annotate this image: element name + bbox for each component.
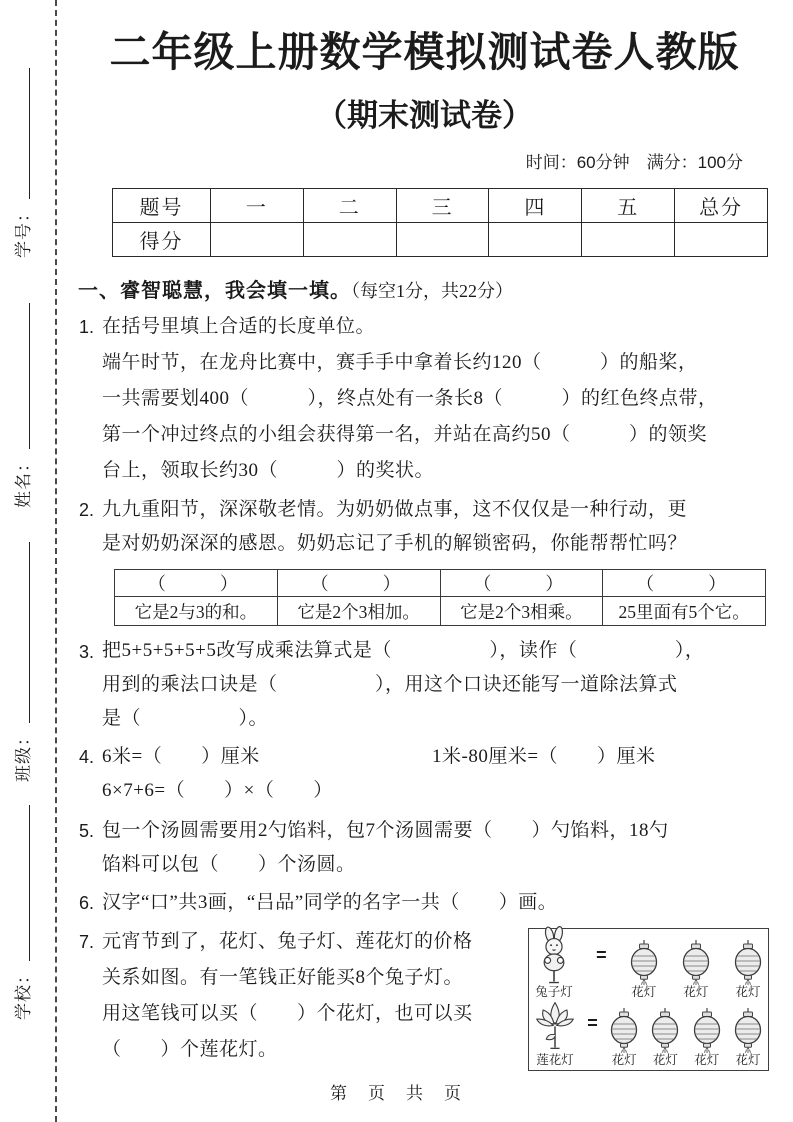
answer-blank-row bbox=[115, 570, 766, 597]
flower-lantern-label: 花灯 bbox=[683, 985, 709, 999]
write-line bbox=[29, 68, 30, 199]
answer-blank-cell: （ ） bbox=[603, 570, 766, 597]
flower-lantern-cell bbox=[650, 1007, 680, 1068]
exam-meta: 时间：60分钟 满分：100分 bbox=[525, 153, 743, 172]
question-number: 7. bbox=[79, 932, 95, 952]
score-input-cell bbox=[211, 223, 304, 257]
conversion-blank-left: 6米=（ ）厘米 bbox=[102, 746, 260, 767]
lotus-lantern-icon bbox=[534, 998, 576, 1053]
question-number: 6. bbox=[79, 893, 95, 913]
question-line: 包一个汤圆需要用2勺馅料，包7个汤圆需要（ ）勺馅料，18勺 bbox=[102, 820, 669, 841]
question-line: （ ）个莲花灯。 bbox=[102, 1039, 278, 1060]
question-number: 3. bbox=[79, 642, 95, 662]
score-input-cell bbox=[303, 223, 396, 257]
class-field bbox=[9, 542, 34, 782]
question-line: 馅料可以包（ ）个汤圆。 bbox=[102, 854, 356, 875]
question-number: 4. bbox=[79, 747, 95, 767]
score-table bbox=[112, 188, 768, 257]
flower-lantern-label: 花灯 bbox=[735, 985, 761, 999]
question-6 bbox=[78, 886, 771, 920]
score-table-header-row bbox=[113, 189, 768, 223]
score-col-2: 二 bbox=[303, 189, 396, 223]
student-id-label: 学号： bbox=[14, 204, 33, 258]
flower-lantern-label: 花灯 bbox=[694, 1053, 720, 1067]
school-label: 学校： bbox=[14, 966, 33, 1020]
question-5 bbox=[78, 814, 771, 882]
rabbit-lantern-row bbox=[534, 932, 763, 1000]
binding-margin bbox=[0, 0, 57, 1122]
answer-blank-cell: （ ） bbox=[440, 570, 603, 597]
student-name-field bbox=[9, 303, 34, 508]
clue-cell: 它是2个3相加。 bbox=[277, 597, 440, 626]
student-name-label: 姓名： bbox=[14, 454, 33, 508]
flower-lantern-icon bbox=[650, 1007, 680, 1053]
flower-lantern-icon bbox=[681, 939, 711, 985]
question-line bbox=[102, 740, 771, 774]
class-label: 班级： bbox=[14, 728, 33, 782]
question-line: 6×7+6=（ ）×（ ） bbox=[102, 780, 333, 801]
flower-lantern-label: 花灯 bbox=[631, 985, 657, 999]
score-col-5: 五 bbox=[582, 189, 675, 223]
section-1-points: （每空1分，共22分） bbox=[351, 281, 513, 301]
question-line: 汉字“口”共3画，“吕品”同学的名字一共（ ）画。 bbox=[102, 892, 558, 913]
exam-title: 二年级上册数学模拟测试卷人教版 bbox=[109, 29, 740, 75]
flower-lantern-icon bbox=[609, 1007, 639, 1053]
password-clue-table bbox=[114, 569, 766, 626]
flower-lantern-icon bbox=[733, 1007, 763, 1053]
flower-lantern-cell bbox=[609, 1007, 639, 1068]
equals-sign: = bbox=[587, 1012, 598, 1033]
question-line: 九九重阳节，深深敬老情。为奶奶做点事，这不仅仅是一种行动，更 bbox=[102, 499, 688, 520]
question-line: 把5+5+5+5+5改写成乘法算式是（ ），读作（ ）， bbox=[102, 640, 705, 661]
question-4 bbox=[78, 740, 771, 808]
flower-lantern-icon bbox=[733, 939, 763, 985]
write-line bbox=[29, 805, 30, 961]
score-input-cell bbox=[489, 223, 582, 257]
section-1-heading bbox=[78, 277, 771, 305]
lotus-lantern-label: 莲花灯 bbox=[536, 1053, 574, 1067]
question-line: 一共需要划400（ ），终点处有一条长8（ ）的红色终点带， bbox=[102, 388, 718, 409]
score-col-total: 总分 bbox=[675, 189, 768, 223]
flower-lantern-label: 花灯 bbox=[611, 1053, 637, 1067]
lantern-price-figure bbox=[528, 928, 769, 1071]
question-line: 用这笔钱可以买（ ）个花灯，也可以买 bbox=[102, 1003, 473, 1024]
answer-blank-cell: （ ） bbox=[115, 570, 278, 597]
flower-lantern-cell bbox=[629, 939, 659, 1000]
score-input-cell bbox=[582, 223, 675, 257]
rabbit-lantern-cell bbox=[534, 926, 574, 1000]
flower-lantern-cell bbox=[733, 939, 763, 1000]
question-line: 用到的乘法口诀是（ ），用这个口诀还能写一道除法算式 bbox=[102, 674, 678, 695]
rabbit-lantern-icon bbox=[534, 926, 574, 985]
flower-lantern-cell bbox=[692, 1007, 722, 1068]
clue-cell: 它是2个3相乘。 bbox=[440, 597, 603, 626]
question-number-header: 题号 bbox=[113, 189, 211, 223]
exam-subtitle: （期末测试卷） bbox=[316, 98, 533, 133]
clue-cell: 25里面有5个它。 bbox=[603, 597, 766, 626]
student-id-field bbox=[9, 68, 34, 258]
clue-cell: 它是2与3的和。 bbox=[115, 597, 278, 626]
score-col-4: 四 bbox=[489, 189, 582, 223]
question-line: 端午时节，在龙舟比赛中，赛手手中拿着长约120（ ）的船桨， bbox=[102, 352, 698, 373]
conversion-blank-right: 1米-80厘米=（ ）厘米 bbox=[432, 746, 656, 767]
flower-lantern-icon bbox=[692, 1007, 722, 1053]
equals-sign: = bbox=[596, 944, 607, 965]
question-7 bbox=[78, 924, 771, 1074]
question-line: 在括号里填上合适的长度单位。 bbox=[102, 316, 376, 337]
lotus-lantern-row bbox=[534, 1000, 763, 1068]
flower-lantern-label: 花灯 bbox=[735, 1053, 761, 1067]
question-number: 1. bbox=[79, 317, 95, 337]
rabbit-lantern-label: 兔子灯 bbox=[535, 985, 573, 999]
question-1 bbox=[78, 309, 771, 489]
score-input-cell bbox=[396, 223, 489, 257]
flower-lantern-label: 花灯 bbox=[652, 1053, 678, 1067]
question-7-text bbox=[102, 924, 547, 1068]
question-line: 是（ ）。 bbox=[102, 708, 269, 729]
question-line: 关系如图。有一笔钱正好能买8个兔子灯。 bbox=[102, 967, 464, 988]
clue-row bbox=[115, 597, 766, 626]
flower-lantern-cell bbox=[733, 1007, 763, 1068]
score-row-header: 得分 bbox=[113, 223, 211, 257]
exam-content bbox=[78, 0, 771, 1074]
question-line: 元宵节到了，花灯、兔子灯、莲花灯的价格 bbox=[102, 931, 473, 952]
write-line bbox=[29, 542, 30, 723]
score-input-cell bbox=[675, 223, 768, 257]
question-2 bbox=[78, 493, 771, 626]
flower-lantern-cell bbox=[681, 939, 711, 1000]
question-line: 第一个冲过终点的小组会获得第一名，并站在高约50（ ）的领奖 bbox=[102, 424, 708, 445]
flower-lantern-icon bbox=[629, 939, 659, 985]
lotus-lantern-cell bbox=[534, 998, 576, 1068]
score-table-score-row bbox=[113, 223, 768, 257]
school-field bbox=[9, 805, 34, 1020]
section-1-title: 一、睿智聪慧，我会填一填。 bbox=[78, 280, 351, 302]
question-3 bbox=[78, 634, 771, 736]
question-line: 是对奶奶深深的感恩。奶奶忘记了手机的解锁密码，你能帮帮忙吗？ bbox=[102, 533, 688, 554]
score-col-1: 一 bbox=[211, 189, 304, 223]
write-line bbox=[29, 303, 30, 449]
question-number: 2. bbox=[79, 500, 95, 520]
answer-blank-cell: （ ） bbox=[277, 570, 440, 597]
question-number: 5. bbox=[79, 821, 95, 841]
page-footer: 第 页 共 页 bbox=[330, 1084, 463, 1103]
question-line: 台上，领取长约30（ ）的奖状。 bbox=[102, 460, 435, 481]
score-col-3: 三 bbox=[396, 189, 489, 223]
